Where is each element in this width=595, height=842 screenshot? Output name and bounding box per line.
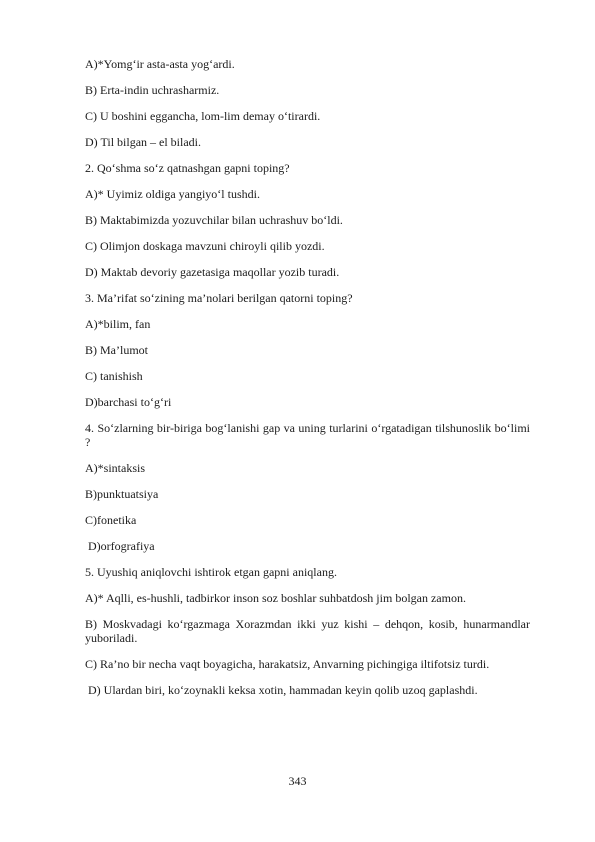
answer-option: C) Olimjon doskaga mavzuni chiroyli qilib yozdi. — [85, 239, 325, 253]
question-text: 2. Qo‘shma so‘z qatnashgan gapni toping? — [85, 161, 290, 175]
question-text: 5. Uyushiq aniqlovchi ishtirok etgan gapni aniqlang. — [85, 565, 337, 579]
answer-option: D)barchasi to‘g‘ri — [85, 395, 172, 409]
answer-option: B) Ma’lumot — [85, 343, 148, 357]
answer-option: A)* Aqlli, es-hushli, tadbirkor inson soz boshlar suhbatdosh jim bolgan zamon. — [85, 591, 466, 605]
answer-option: D) Til bilgan – el biladi. — [85, 135, 202, 149]
page-content — [85, 57, 530, 709]
answer-option: C) U boshini eggancha, lom-lim demay o‘tirardi. — [85, 109, 321, 123]
answer-option: B) Erta-indin uchrasharmiz. — [85, 83, 220, 97]
question-text: 4. So‘zlarning bir-biriga bog‘lanishi gap va uning turlarini o‘rgatadigan tilshunoslik bo‘limi ? — [85, 421, 530, 449]
answer-option: D)orfografiya — [88, 539, 155, 553]
answer-option: B)punktuatsiya — [85, 487, 159, 501]
answer-option: C) tanishish — [85, 369, 143, 383]
question-text: 3. Ma’rifat so‘zining ma’nolari berilgan qatorni toping? — [85, 291, 353, 305]
answer-option: A)*bilim, fan — [85, 317, 151, 331]
answer-option: C)fonetika — [85, 513, 137, 527]
answer-option: A)*sintaksis — [85, 461, 145, 475]
answer-option: B) Moskvadagi ko‘rgazmaga Xorazmdan ikki yuz kishi – dehqon, kosib, hunarmandlar yuboriladi. — [85, 617, 530, 645]
answer-option: A)* Uyimiz oldiga yangiyo‘l tushdi. — [85, 187, 260, 201]
answer-option: B) Maktabimizda yozuvchilar bilan uchrashuv bo‘ldi. — [85, 213, 343, 227]
answer-option: A)*Yomg‘ir asta-asta yog‘ardi. — [85, 57, 235, 71]
page-number: 343 — [288, 774, 307, 788]
answer-option: D) Ulardan biri, ko‘zoynakli keksa xotin, hammadan keyin qolib uzoq gaplashdi. — [88, 683, 478, 697]
answer-option: C) Ra’no bir necha vaqt boyagicha, harakatsiz, Anvarning pichingiga iltifotsiz turdi. — [85, 657, 490, 671]
answer-option: D) Maktab devoriy gazetasiga maqollar yozib turadi. — [85, 265, 340, 279]
